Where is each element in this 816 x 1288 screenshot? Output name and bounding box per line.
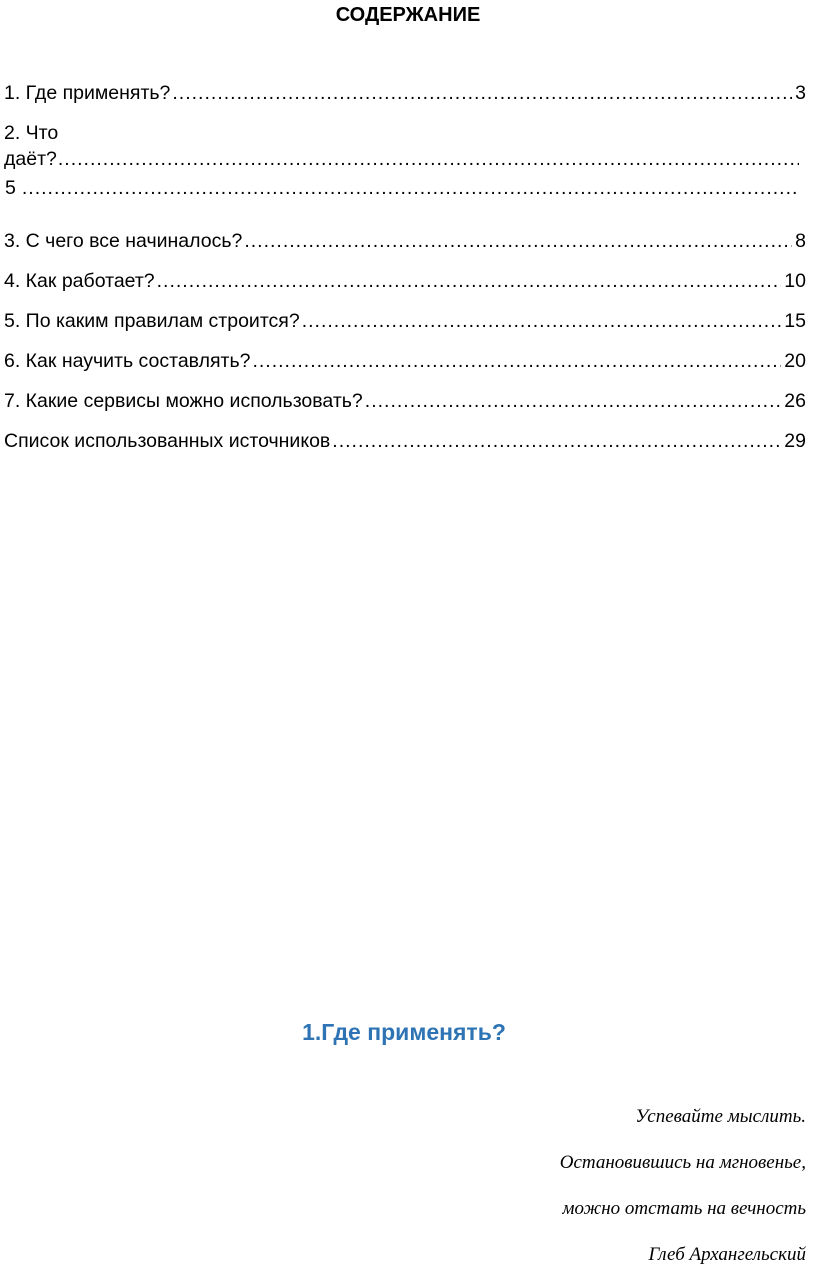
toc-page-number: 20 — [784, 350, 806, 372]
epigraph-line: Остановившись на мгновенье, — [559, 1152, 806, 1173]
toc-dot-leader — [157, 268, 782, 294]
toc-entry-label: 4. Как работает? — [4, 270, 155, 292]
toc-entry-label: 6. Как научить составлять? — [4, 350, 251, 372]
toc-page-number: 15 — [784, 310, 806, 332]
toc-dot-leader — [365, 388, 782, 414]
toc-dot-leader — [58, 146, 799, 172]
toc-dot-leader — [244, 228, 792, 254]
toc-page-number: 8 — [795, 230, 806, 252]
toc-entry[interactable] — [4, 120, 806, 228]
epigraph — [560, 1104, 806, 1288]
toc-entry-label: 1. Где применять? — [4, 82, 171, 104]
toc-entry[interactable] — [4, 428, 806, 468]
toc-entry[interactable] — [4, 228, 806, 268]
toc-page-number: 5 — [5, 177, 16, 199]
toc-entry-label: 5. По каким правилам строится? — [4, 310, 300, 332]
table-of-contents — [4, 80, 806, 468]
toc-dot-leader — [302, 308, 782, 334]
toc-page-number: 26 — [784, 390, 806, 412]
epigraph-line: Успевайте мыслить. — [635, 1106, 806, 1127]
toc-entry-label: Список использованных источников — [4, 430, 331, 452]
toc-page-number: 3 — [795, 82, 806, 104]
toc-entry[interactable] — [4, 348, 806, 388]
section-heading: 1.Где применять? — [302, 1019, 506, 1045]
toc-dot-leader — [22, 175, 799, 201]
toc-entry[interactable] — [4, 268, 806, 308]
toc-dot-leader — [252, 348, 781, 374]
toc-page-number: 29 — [784, 430, 806, 452]
toc-entry-label: 2. Что — [4, 122, 59, 144]
toc-entry[interactable] — [4, 80, 806, 120]
toc-entry[interactable] — [4, 388, 806, 428]
toc-entry-label: 7. Какие сервисы можно использовать? — [4, 390, 363, 412]
toc-page-number: 10 — [784, 270, 806, 292]
epigraph-author: Глеб Архангельский — [648, 1244, 806, 1265]
toc-entry-label: даёт? — [4, 148, 57, 170]
toc-dot-leader — [172, 80, 792, 106]
toc-dot-leader — [332, 428, 781, 454]
toc-entry-label: 3. С чего все начиналось? — [4, 230, 243, 252]
toc-entry[interactable] — [4, 308, 806, 348]
page-title: СОДЕРЖАНИЕ — [335, 4, 481, 26]
epigraph-line: можно отстать на вечность — [562, 1198, 806, 1219]
